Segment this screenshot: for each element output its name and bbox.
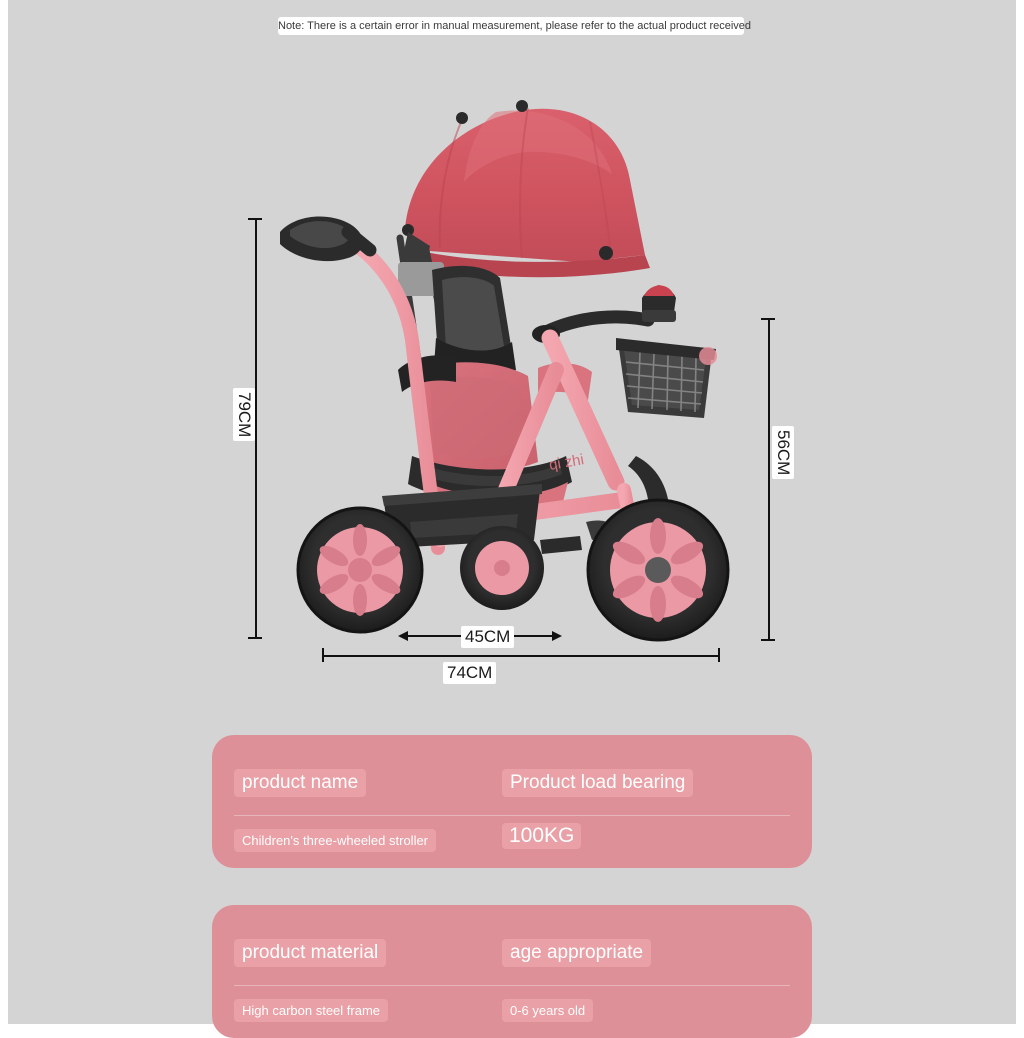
spec-label-load-bearing: Product load bearing xyxy=(502,769,693,797)
length-dimension-label: 74CM xyxy=(443,662,496,684)
spec-value-product-material: High carbon steel frame xyxy=(234,999,388,1022)
spec-value-load-bearing: 100KG xyxy=(502,823,581,849)
spec-label-age-appropriate: age appropriate xyxy=(502,939,651,967)
height-dimension-cap-bottom xyxy=(248,637,262,639)
spec-value-product-name: Children's three-wheeled stroller xyxy=(234,829,436,852)
height-dimension-line xyxy=(255,218,257,638)
measurement-note: Note: There is a certain error in manual measurement, please refer to the actual product received xyxy=(278,17,744,35)
seat-height-dimension-label: 56CM xyxy=(772,426,794,479)
spec-label-product-material: product material xyxy=(234,939,386,967)
front-wheel-graphic xyxy=(588,500,728,640)
brand-text: qi zhi xyxy=(547,451,586,474)
spec-card-2 xyxy=(212,905,812,1038)
width-dimension-label: 45CM xyxy=(461,626,514,648)
left-margin xyxy=(0,0,8,1024)
front-basket-graphic xyxy=(616,338,717,418)
rear-wheel-right-graphic xyxy=(460,526,544,610)
length-dimension-cap-right xyxy=(718,648,720,662)
width-dimension-arrow-left xyxy=(398,631,408,641)
seat-height-dimension-cap-top xyxy=(761,318,775,320)
length-dimension-cap-left xyxy=(322,648,324,662)
spec-card-2-divider xyxy=(234,985,790,986)
seat-height-dimension-cap-bottom xyxy=(761,639,775,641)
seat-height-dimension-line xyxy=(768,318,770,640)
canopy-graphic xyxy=(400,100,650,277)
length-dimension-line xyxy=(322,655,720,657)
right-margin xyxy=(1016,0,1024,1024)
height-dimension-cap-top xyxy=(248,218,262,220)
height-dimension-label: 79CM xyxy=(233,388,255,441)
spec-card-1-divider xyxy=(234,815,790,816)
width-dimension-arrow-right xyxy=(552,631,562,641)
spec-value-age-appropriate: 0-6 years old xyxy=(502,999,593,1022)
product-illustration xyxy=(250,70,770,660)
spec-card-1 xyxy=(212,735,812,868)
rear-wheel-left-graphic xyxy=(298,508,422,632)
spec-label-product-name: product name xyxy=(234,769,366,797)
